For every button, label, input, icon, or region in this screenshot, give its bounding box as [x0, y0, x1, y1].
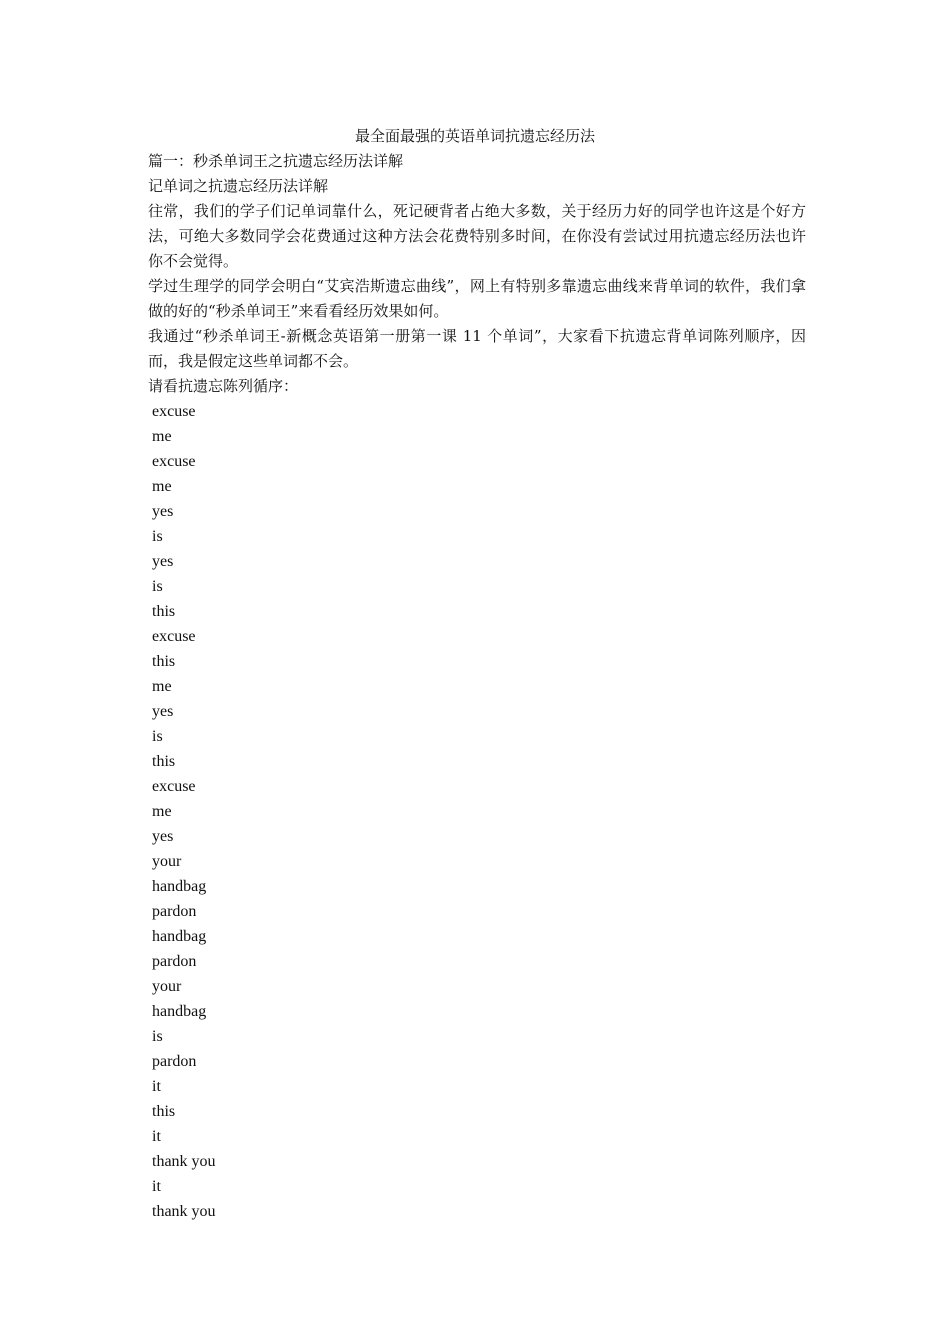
paragraph-curve: 学过生理学的同学会明白“艾宾浩斯遗忘曲线”，网上有特别多靠遗忘曲线来背单词的软件，我们拿做的好的“秒杀单词王”来看看经历效果如何。 [148, 277, 806, 320]
paragraph-intro: 往常，我们的学子们记单词靠什么，死记硬背者占绝大多数，关于经历力好的同学也许这是个好方法，可绝大多数同学会花费通过这种方法会花费特别多时间，在你没有尝试过用抗遗忘经历法也许你不会觉得。 [148, 202, 806, 270]
word-list-item: me [152, 803, 172, 820]
paragraph-chapter-heading: 篇一：秒杀单词王之抗遗忘经历法详解 [148, 152, 404, 170]
word-list-item: thank you [152, 1153, 216, 1170]
word-list-item: excuse [152, 628, 196, 645]
word-list-item: yes [152, 553, 174, 570]
word-list-item: yes [152, 503, 174, 520]
document-body [144, 149, 806, 1224]
word-list-item: me [152, 678, 172, 695]
word-list-item: this [152, 753, 176, 770]
word-list-item: excuse [152, 403, 196, 420]
word-list-item: handbag [152, 878, 207, 895]
word-list-item: is [152, 578, 163, 595]
document-title: 最全面最强的英语单词抗遗忘经历法 [354, 127, 595, 145]
word-list-item: is [152, 728, 163, 745]
word-list-item: is [152, 528, 163, 545]
word-list-item: thank you [152, 1203, 216, 1220]
word-list-item: handbag [152, 928, 207, 945]
word-list-item: pardon [152, 953, 197, 970]
word-list-item: is [152, 1028, 163, 1045]
word-list-item: this [152, 653, 176, 670]
paragraph-subheading: 记单词之抗遗忘经历法详解 [148, 177, 329, 195]
word-list-item: your [152, 853, 182, 870]
word-list-item: your [152, 978, 182, 995]
word-list-item: pardon [152, 1053, 197, 1070]
paragraph-example: 我通过“秒杀单词王-新概念英语第一册第一课 11 个单词”，大家看下抗遗忘背单词陈列顺序，因而，我是假定这些单词都不会。 [148, 327, 806, 370]
word-list-item: me [152, 428, 172, 445]
word-list-item: handbag [152, 1003, 207, 1020]
word-list-item: excuse [152, 778, 196, 795]
word-list-item: this [152, 1103, 176, 1120]
word-list-item: excuse [152, 453, 196, 470]
word-list [144, 399, 806, 1224]
word-list-item: pardon [152, 903, 197, 920]
word-list-item: this [152, 603, 176, 620]
word-list-item: it [152, 1128, 161, 1145]
paragraph-list-intro: 请看抗遗忘陈列循序： [148, 377, 299, 395]
word-list-item: it [152, 1178, 161, 1195]
word-list-item: yes [152, 828, 174, 845]
word-list-item: it [152, 1078, 161, 1095]
word-list-item: me [152, 478, 172, 495]
word-list-item: yes [152, 703, 174, 720]
